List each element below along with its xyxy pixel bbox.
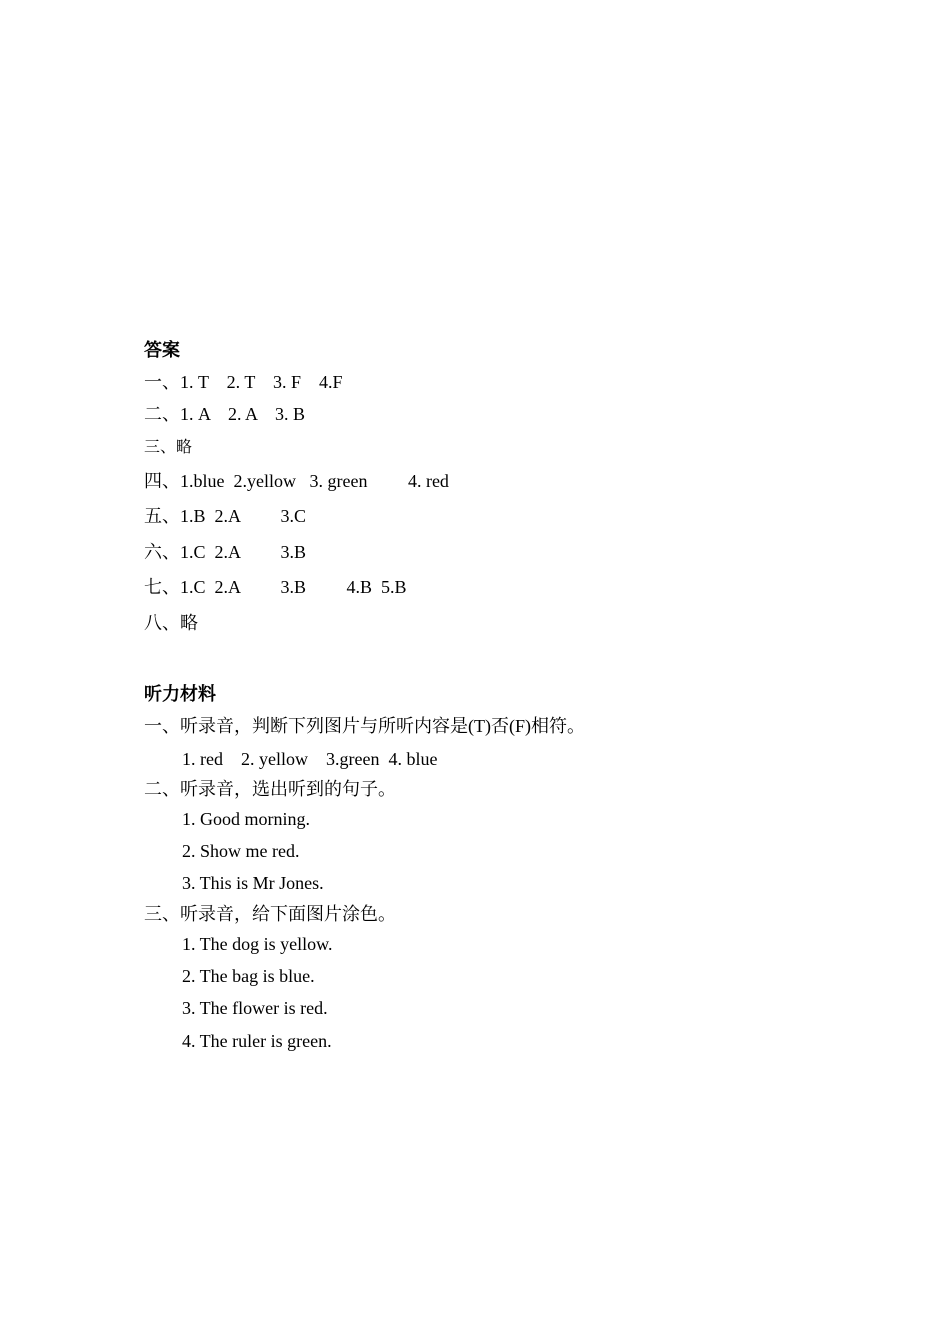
listening-heading-1: 一、听录音，判断下列图片与所听内容是(T)否(F)相符。 [144, 716, 585, 736]
listening-item: 2. Show me red. [182, 841, 300, 861]
listening-title: 听力材料 [144, 684, 216, 704]
answer-line-3: 三、略 [144, 439, 193, 456]
listening-item: 3. The flower is red. [182, 998, 328, 1018]
answer-line-6: 六、1.C 2.A 3.B [144, 542, 307, 562]
answer-line-5: 五、1.B 2.A 3.C [144, 506, 307, 526]
listening-item: 1. red 2. yellow 3.green 4. blue [182, 749, 438, 769]
listening-item: 2. The bag is blue. [182, 966, 315, 986]
answers-title: 答案 [144, 340, 180, 360]
answer-line-4: 四、1.blue 2.yellow 3. green 4. red [144, 471, 449, 491]
listening-item: 4. The ruler is green. [182, 1031, 332, 1051]
listening-heading-2: 二、听录音，选出听到的句子。 [144, 779, 396, 799]
answer-line-2: 二、1. A 2. A 3. B [144, 404, 306, 424]
listening-item: 1. The dog is yellow. [182, 934, 333, 954]
listening-item: 3. This is Mr Jones. [182, 873, 324, 893]
answer-line-1: 一、1. T 2. T 3. F 4.F [144, 372, 343, 392]
answer-line-8: 八、略 [144, 613, 198, 633]
listening-heading-3: 三、听录音，给下面图片涂色。 [144, 904, 396, 924]
listening-item: 1. Good morning. [182, 809, 310, 829]
answer-line-7: 七、1.C 2.A 3.B 4.B 5.B [144, 577, 407, 597]
